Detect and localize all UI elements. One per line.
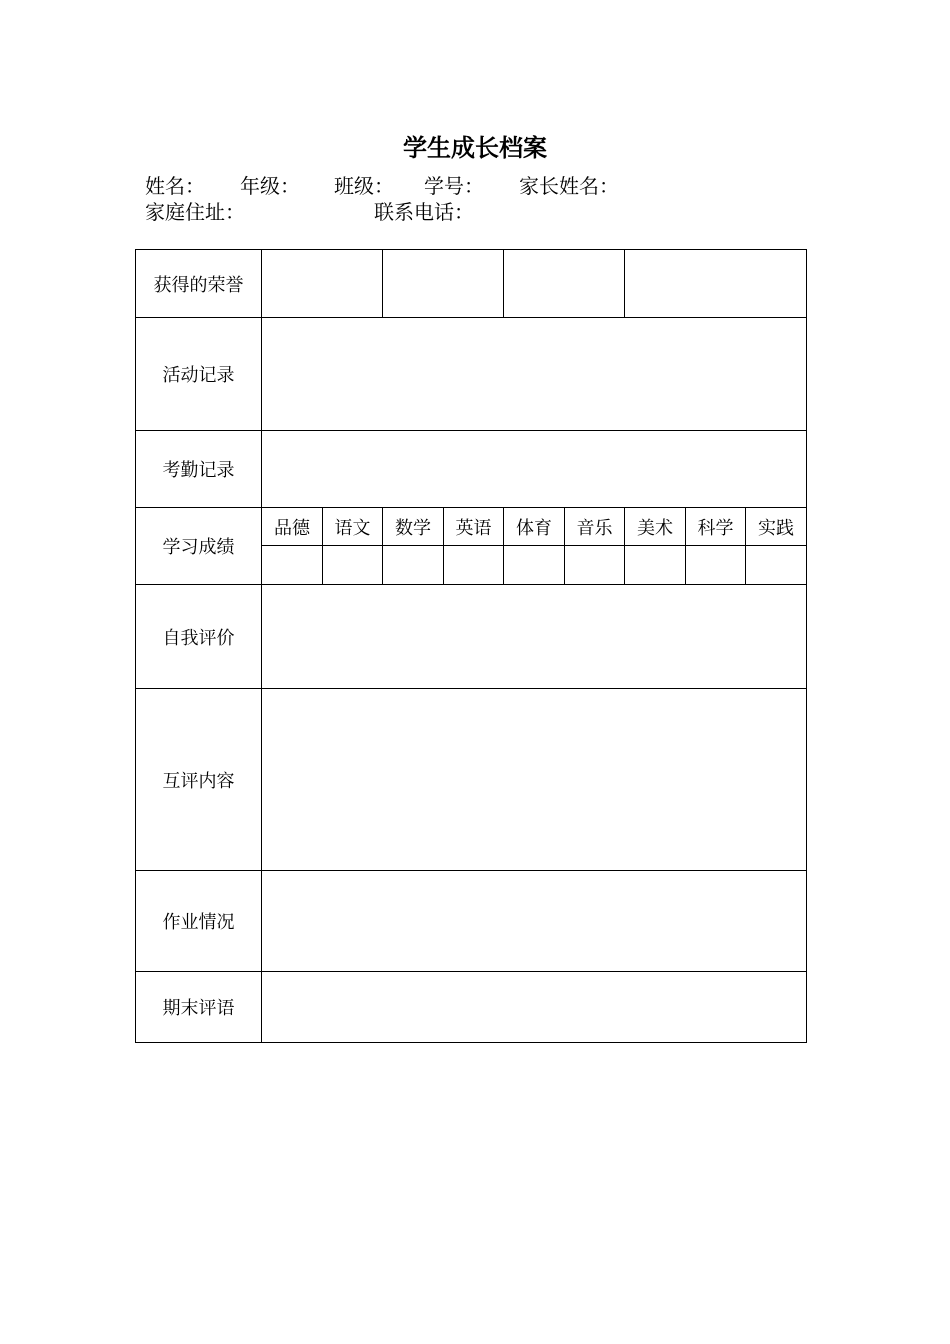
- subject-header: 美术: [625, 508, 686, 546]
- honors-label: 获得的荣誉: [136, 250, 262, 318]
- parent-name-label: 家长姓名：: [519, 174, 619, 198]
- activities-row: [136, 318, 807, 431]
- grade-label: 年级：: [240, 174, 300, 198]
- score-cell[interactable]: [746, 546, 807, 585]
- score-cell[interactable]: [444, 546, 504, 585]
- subject-header: 实践: [746, 508, 807, 546]
- subject-header: 数学: [383, 508, 444, 546]
- peer-evaluation-row: [136, 689, 807, 871]
- attendance-label: 考勤记录: [136, 431, 262, 508]
- honors-cell-2[interactable]: [383, 250, 504, 318]
- peer-evaluation-label: 互评内容: [136, 689, 262, 871]
- honors-cell-1[interactable]: [262, 250, 383, 318]
- subjects-header-row: [136, 508, 807, 546]
- honors-cell-3[interactable]: [504, 250, 625, 318]
- subject-header: 品德: [262, 508, 323, 546]
- attendance-cell[interactable]: [262, 431, 807, 508]
- address-label: 家庭住址：: [145, 200, 245, 224]
- score-cell[interactable]: [323, 546, 383, 585]
- score-cell[interactable]: [625, 546, 686, 585]
- homework-row: [136, 871, 807, 972]
- homework-label: 作业情况: [136, 871, 262, 972]
- final-comment-row: [136, 972, 807, 1043]
- grades-label: 学习成绩: [136, 508, 262, 585]
- activities-label: 活动记录: [136, 318, 262, 431]
- activities-cell[interactable]: [262, 318, 807, 431]
- peer-evaluation-cell[interactable]: [262, 689, 807, 871]
- honors-cell-4[interactable]: [625, 250, 807, 318]
- subject-header: 语文: [323, 508, 383, 546]
- self-evaluation-label: 自我评价: [136, 585, 262, 689]
- self-evaluation-row: [136, 585, 807, 689]
- final-comment-cell[interactable]: [262, 972, 807, 1043]
- subject-header: 音乐: [565, 508, 625, 546]
- self-evaluation-cell[interactable]: [262, 585, 807, 689]
- honors-row: [136, 250, 807, 318]
- score-cell[interactable]: [686, 546, 746, 585]
- score-cell[interactable]: [504, 546, 565, 585]
- score-cell[interactable]: [565, 546, 625, 585]
- final-comment-label: 期末评语: [136, 972, 262, 1043]
- record-table: [135, 249, 807, 1043]
- student-id-label: 学号：: [424, 174, 484, 198]
- subject-header: 体育: [504, 508, 565, 546]
- score-cell[interactable]: [262, 546, 323, 585]
- score-cell[interactable]: [383, 546, 444, 585]
- class-label: 班级：: [334, 174, 394, 198]
- phone-label: 联系电话：: [374, 200, 474, 224]
- attendance-row: [136, 431, 807, 508]
- page-title: 学生成长档案: [403, 134, 547, 162]
- subject-header: 英语: [444, 508, 504, 546]
- subject-header: 科学: [686, 508, 746, 546]
- name-label: 姓名：: [145, 174, 205, 198]
- homework-cell[interactable]: [262, 871, 807, 972]
